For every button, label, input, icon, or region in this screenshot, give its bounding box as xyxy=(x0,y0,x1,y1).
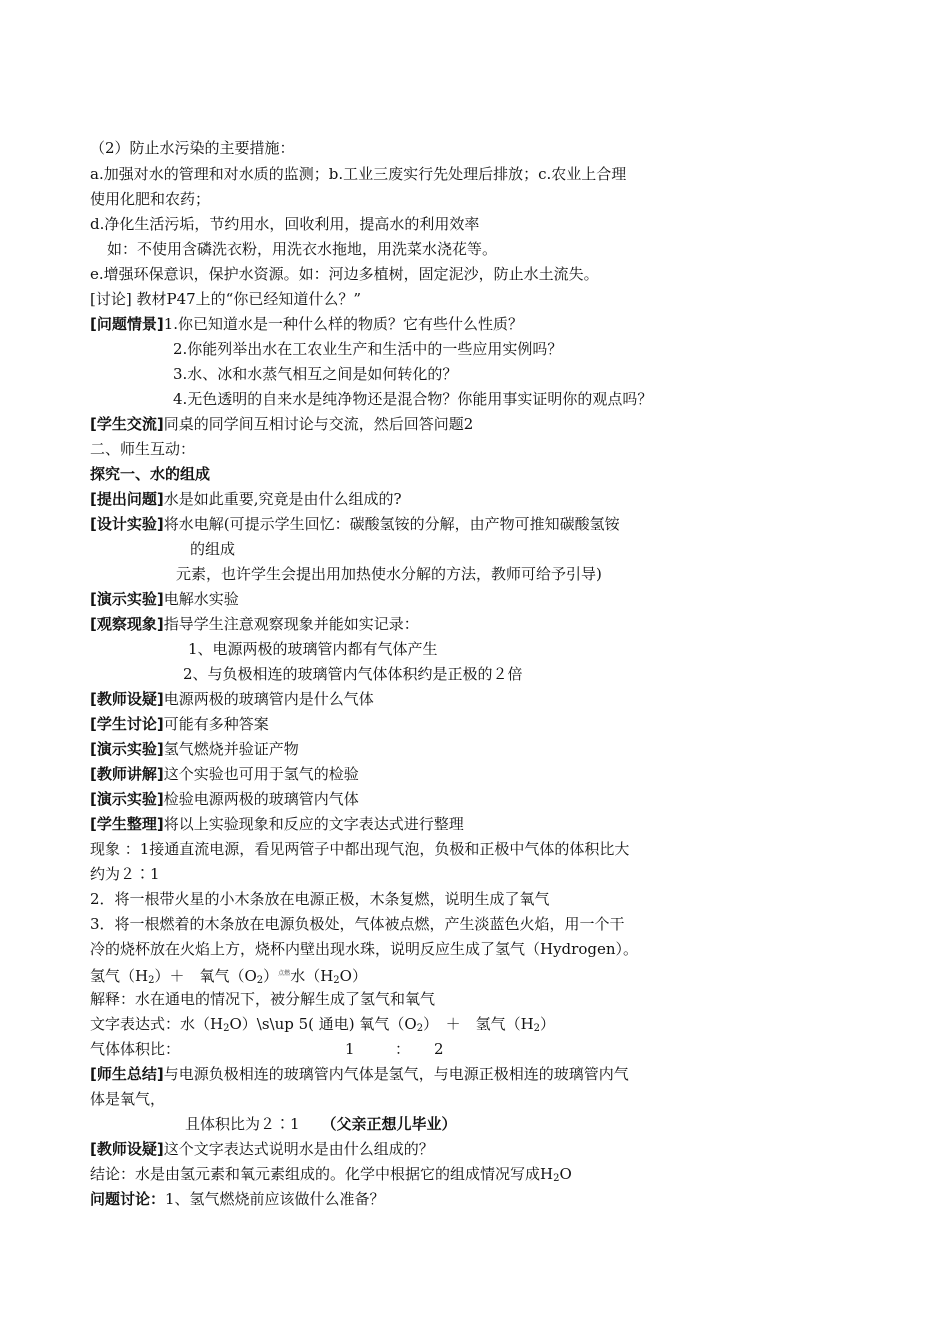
line-design-experiment-cont2: 元素，也许学生会提出用加热使水分解的方法，教师可给予引导) xyxy=(176,565,602,583)
ratio-separator: ： xyxy=(395,1040,411,1058)
section-tag: [观察现象] xyxy=(90,615,164,633)
line-measure-abc-cont: 使用化肥和农药； xyxy=(90,190,211,208)
line-measure-d: d.净化生活污垢，节约用水，回收利用，提高水的利用效率 xyxy=(90,215,480,233)
section-tag: [演示实验] xyxy=(90,790,164,808)
line-observation-1: 1、电源两极的玻璃管内都有气体产生 xyxy=(188,640,438,658)
line-explanation: 解释：水在通电的情况下，被分解生成了氢气和氧气 xyxy=(90,990,436,1008)
line-question-scenario: [问题情景]1.你已知道水是一种什么样的物质？它有些什么性质？ xyxy=(90,315,524,333)
line-volume-ratio: 气体体积比： 1 ： 2 xyxy=(90,1037,180,1061)
line-measure-d-example: 如：不使用含磷洗衣粉，用洗衣水拖地，用洗菜水浇花等。 xyxy=(107,240,498,258)
section-tag: [演示实验] xyxy=(90,740,164,758)
line-word-equation: 文字表达式：水$(H_2O)\backslash s\backslash up$ 5( 通电) 氧气$(O_2)$ ＋ 氢气$(H_2)$ xyxy=(90,1015,556,1034)
line-observe: [观察现象]指导学生注意观察现象并能如实记录： xyxy=(90,615,419,633)
line-observation-2: 2、与负极相连的玻璃管内气体体积约是正极的２倍 xyxy=(183,665,523,683)
reaction-condition-mark: 点燃 xyxy=(278,970,291,977)
section-tag: [提出问题] xyxy=(90,490,164,508)
section-tag: [学生讨论] xyxy=(90,715,164,733)
ratio-value-oxygen: 2 xyxy=(434,1040,444,1058)
line-student-exchange: [学生交流]同桌的同学间互相讨论与交流，然后回答问题2 xyxy=(90,415,474,433)
line-phenomenon-3-cont: 冷的烧杯放在火焰上方，烧杯内壁出现水珠，说明反应生成了氢气（Hydrogen）。 xyxy=(90,940,639,958)
line-phenomenon-1-cont: 约为２∶1 xyxy=(90,865,160,883)
line-design-experiment: [设计实验]将水电解(可提示学生回忆：碳酸氢铵的分解，由产物可推知碳酸氢铵 xyxy=(90,515,620,533)
line-teacher-explain: [教师讲解]这个实验也可用于氢气的检验 xyxy=(90,765,359,783)
line-measure-e: e.增强环保意识，保护水资源。如：河边多植树，固定泥沙，防止水土流失。 xyxy=(90,265,599,283)
line-summary-ratio: 且体积比为２∶1 （父亲正想儿毕业） xyxy=(185,1115,457,1133)
line-question-3: 3.水、冰和水蒸气相互之间是如何转化的？ xyxy=(173,365,458,383)
section-tag: [教师讲解] xyxy=(90,765,164,783)
section-tag: [教师设疑] xyxy=(90,1140,164,1158)
line-measures-heading: （2）防止水污染的主要措施： xyxy=(90,139,295,157)
line-demo-experiment-1: [演示实验]电解水实验 xyxy=(90,590,239,608)
line-conclusion: 结论：水是由氢元素和氧元素组成的。化学中根据它的组成情况写成$H_2O$ xyxy=(90,1165,572,1184)
line-question-4: 4.无色透明的自来水是纯净物还是混合物？你能用事实证明你的观点吗？ xyxy=(173,390,653,408)
line-raise-question: [提出问题]水是如此重要,究竟是由什么组成的? xyxy=(90,490,402,508)
line-summary-cont: 体是氧气， xyxy=(90,1090,166,1108)
section-tag: [教师设疑] xyxy=(90,690,164,708)
mnemonic: （父亲正想儿毕业） xyxy=(321,1115,457,1133)
ratio-value-hydrogen: 1 xyxy=(345,1040,355,1058)
line-phenomenon-3: 3．将一根燃着的木条放在电源负极处，气体被点燃，产生淡蓝色火焰，用一个干 xyxy=(90,915,625,933)
section-tag: [演示实验] xyxy=(90,590,164,608)
line-problem-discussion: 问题讨论：1、氢气燃烧前应该做什么准备？ xyxy=(90,1190,385,1208)
section-tag: [设计实验] xyxy=(90,515,164,533)
section-tag: [师生总结] xyxy=(90,1065,164,1083)
line-student-discussion: [学生讨论]可能有多种答案 xyxy=(90,715,269,733)
line-teacher-question-2: [教师设疑]这个文字表达式说明水是由什么组成的？ xyxy=(90,1140,434,1158)
section-tag: [问题情景] xyxy=(90,315,164,333)
line-demo-experiment-3: [演示实验]检验电源两极的玻璃管内气体 xyxy=(90,790,359,808)
line-combustion-equation: 氢气$(H_2)+$ 氧气$(O_2)^{点燃}$水$(H_2O)$ xyxy=(90,967,367,986)
section-tag: [学生交流] xyxy=(90,415,164,433)
line-phenomenon-2: 2．将一根带火星的小木条放在电源正极，木条复燃，说明生成了氧气 xyxy=(90,890,550,908)
line-phenomenon-1: 现象 ：1接通直流电源，看见两管子中都出现气泡，负极和正极中气体的体积比大 xyxy=(90,840,630,858)
section-tag: 问题讨论： xyxy=(90,1190,166,1208)
section-tag: [学生整理] xyxy=(90,815,164,833)
line-measure-abc: a.加强对水的管理和对水质的监测；b.工业三废实行先处理后排放；c.农业上合理 xyxy=(90,165,627,183)
line-section-two: 二、师生互动： xyxy=(90,440,196,458)
line-teacher-question-1: [教师设疑]电源两极的玻璃管内是什么气体 xyxy=(90,690,374,708)
line-demo-experiment-2: [演示实验]氢气燃烧并验证产物 xyxy=(90,740,299,758)
line-inquiry-heading: 探究一、水的组成 xyxy=(90,465,211,483)
line-question-2: 2.你能列举出水在工农业生产和生活中的一些应用实例吗？ xyxy=(173,340,563,358)
line-design-experiment-cont: 的组成 xyxy=(190,540,236,558)
line-student-organize: [学生整理]将以上实验现象和反应的文字表达式进行整理 xyxy=(90,815,464,833)
line-summary: [师生总结]与电源负极相连的玻璃管内气体是氢气，与电源正极相连的玻璃管内气 xyxy=(90,1065,629,1083)
line-discussion: [讨论] 教材P47上的“你已经知道什么？” xyxy=(90,290,361,308)
